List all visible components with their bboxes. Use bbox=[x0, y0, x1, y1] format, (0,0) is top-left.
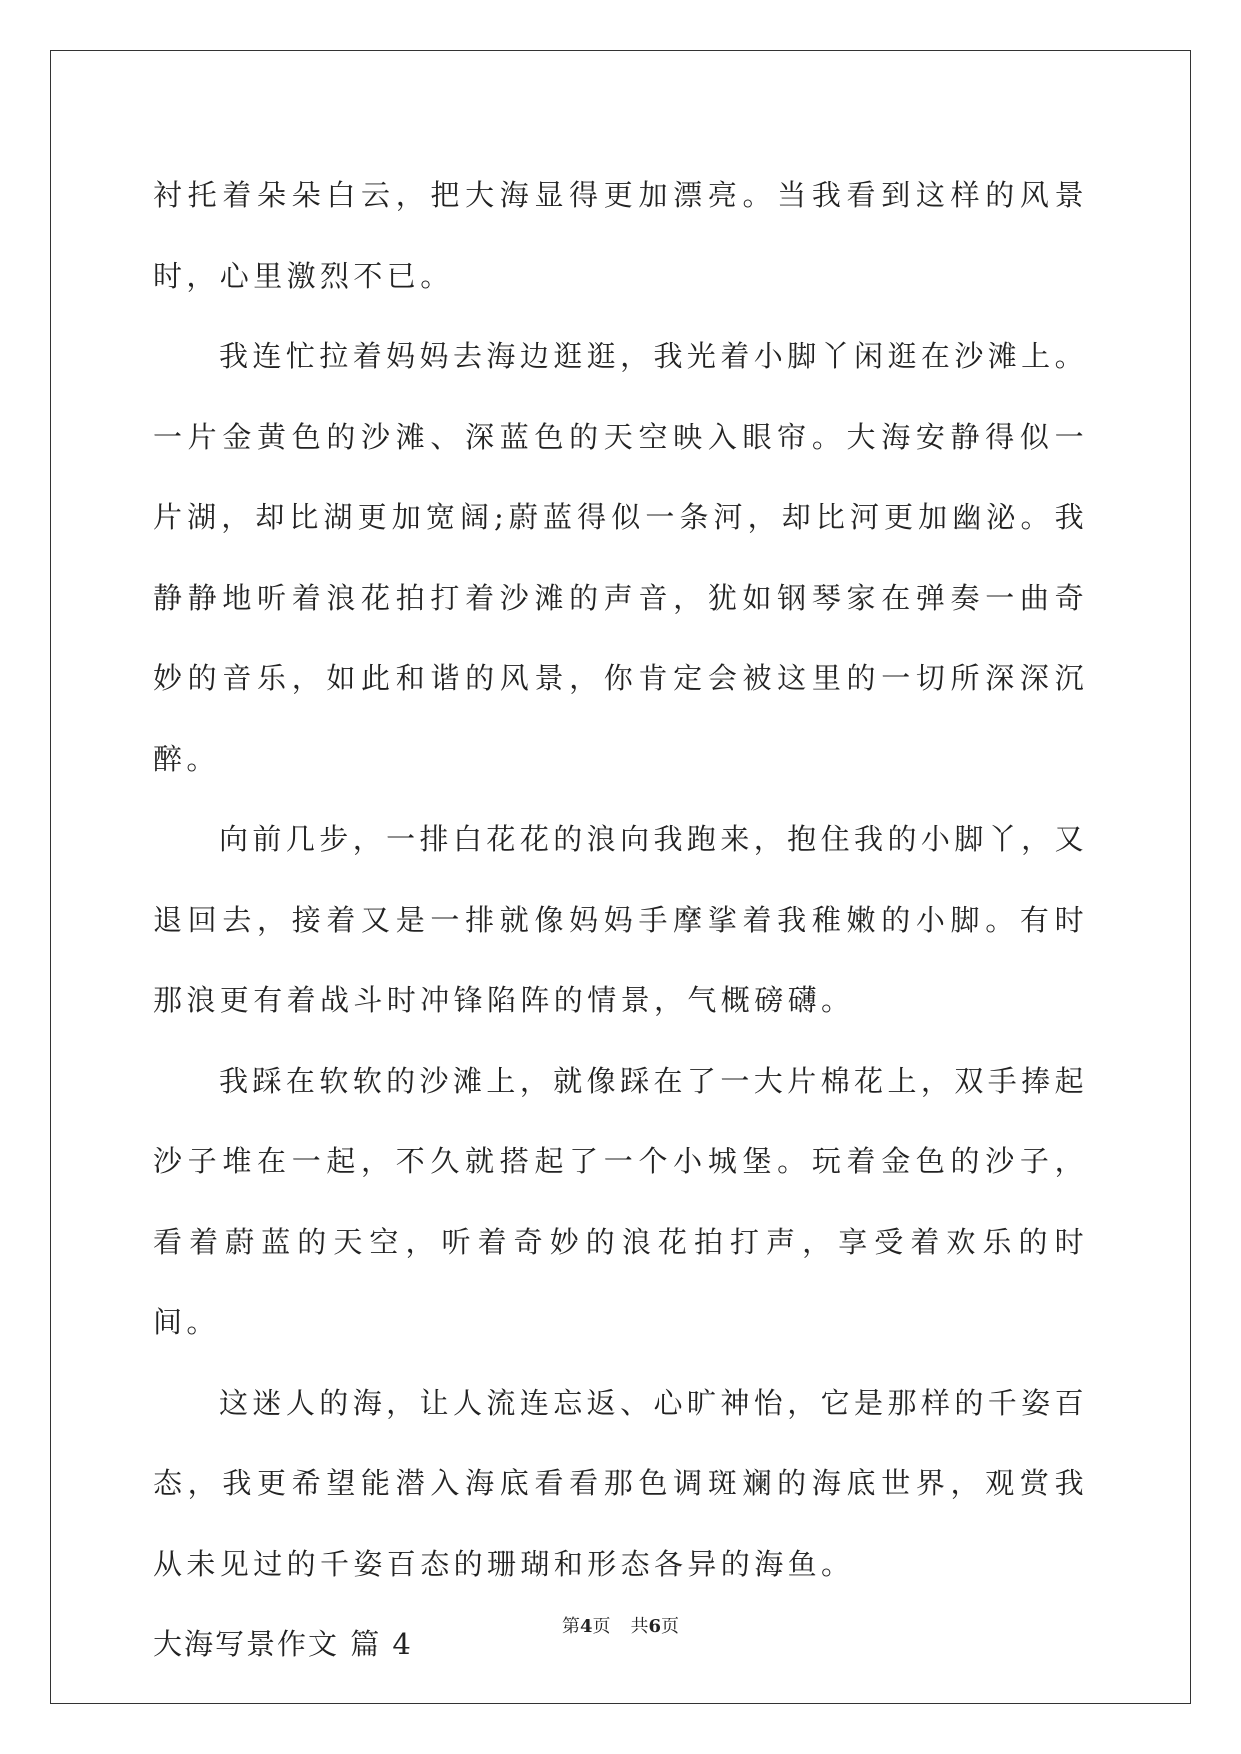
footer-total-pages: 6 bbox=[648, 1616, 662, 1637]
paragraph-3: 向前几步，一排白花花的浪向我跑来，抱住我的小脚丫，又退回去，接着又是一排就像妈妈手摩挲着我稚嫩的小脚。有时那浪更有着战斗时冲锋陷阵的情景，气概磅礴。 bbox=[153, 822, 1088, 1017]
document-body bbox=[153, 155, 1088, 1685]
footer-total-suffix: 页 bbox=[661, 1616, 680, 1637]
paragraph-5: 这迷人的海，让人流连忘返、心旷神怡，它是那样的千姿百态，我更希望能潜入海底看看那色调斑斓的海底世界，观赏我从未见过的千姿百态的珊瑚和形态各异的海鱼。 bbox=[153, 1385, 1088, 1581]
footer-page-prefix: 第 bbox=[561, 1616, 580, 1637]
page-footer bbox=[0, 1612, 1241, 1638]
paragraph-2: 我连忙拉着妈妈去海边逛逛，我光着小脚丫闲逛在沙滩上。一片金黄色的沙滩、深蓝色的天空映入眼帘。大海安静得似一片湖，却比湖更加宽阔;蔚蓝得似一条河，却比河更加幽泌。我静静地听着浪花拍打着沙滩的声音，犹如钢琴家在弹奏一曲奇妙的音乐，如此和谐的风景，你肯定会被这里的一切所深深沉醉。 bbox=[153, 339, 1088, 776]
footer-page-suffix: 页 bbox=[592, 1616, 611, 1637]
footer-page-number: 4 bbox=[579, 1616, 593, 1637]
footer-total-prefix: 共 bbox=[630, 1616, 649, 1637]
section-heading: 大海写景作文 篇 4 bbox=[153, 1627, 413, 1661]
paragraph-4: 我踩在软软的沙滩上，就像踩在了一大片棉花上，双手捧起沙子堆在一起，不久就搭起了一个小城堡。玩着金色的沙子，看着蔚蓝的天空，听着奇妙的浪花拍打声，享受着欢乐的时间。 bbox=[153, 1063, 1088, 1339]
paragraph-1: 衬托着朵朵白云，把大海显得更加漂亮。当我看到这样的风景时，心里激烈不已。 bbox=[153, 178, 1088, 293]
